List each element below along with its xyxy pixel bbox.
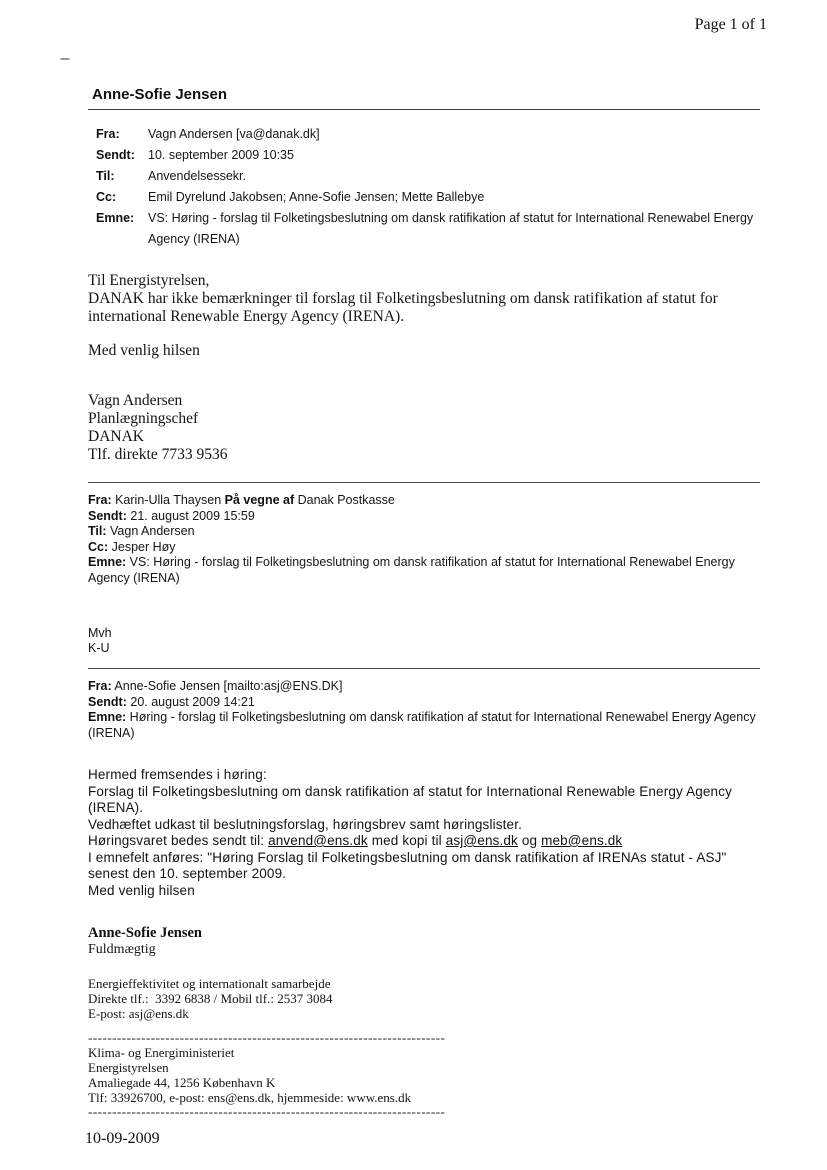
email3-greeting: Med venlig hilsen [88, 882, 195, 898]
subject-value: Høring - forslag til Folketingsbeslutning om dansk ratifikation af statut for International Renewabel Energy Agency (IRENA) [88, 710, 756, 740]
cc-label: Cc: [96, 190, 117, 204]
email2-header [88, 493, 760, 586]
page-content [88, 0, 760, 1119]
subject-label: Emne: [96, 211, 135, 225]
from-label: Fra: [88, 679, 112, 693]
signature-contact-block [88, 976, 760, 1021]
sent-value: 21. august 2009 15:59 [126, 508, 255, 523]
sent-label: Sendt: [96, 148, 135, 162]
on-behalf-of-label: På vegne af [224, 493, 295, 507]
email3-paragraph-2: Forslag til Folketingsbeslutning om dansk ratifikation af statut for International Renewable Energy Agency (IRENA). [88, 783, 732, 815]
and-text: og [517, 833, 542, 848]
sent-value: 20. august 2009 14:21 [126, 694, 255, 709]
sent-label: Sendt: [88, 508, 127, 523]
email2-to-line [88, 524, 760, 540]
to-label: Til: [96, 169, 115, 183]
email3-divider [88, 668, 760, 669]
anvend-email-link[interactable]: anvend@ens.dk [268, 833, 368, 848]
print-date: 10-09-2009 [85, 1130, 160, 1147]
email2-body-line2: K-U [88, 641, 110, 655]
agency-contact: Tlf: 33926700, e-post: ens@ens.dk, hjemmeside: www.ens.dk [88, 1090, 412, 1105]
subject-label: Emne: [88, 710, 127, 724]
email1-body [88, 272, 760, 464]
scan-artifact-mark [60, 58, 70, 60]
cc-value: Emil Dyrelund Jakobsen; Anne-Sofie Jensen; Mette Ballebye [148, 190, 485, 204]
signature-name: Anne-Sofie Jensen [88, 925, 202, 941]
email2-body-line1: Mvh [88, 626, 112, 640]
email2-sent-line [88, 509, 760, 525]
email1-signature-org: DANAK [88, 428, 144, 445]
cc-label: Cc: [88, 539, 109, 554]
dashed-divider-top: -------------------------------------------------------------------------- [88, 1031, 446, 1045]
title-divider [88, 109, 760, 110]
subject-value: VS: Høring - forslag til Folketingsbeslutning om dansk ratifikation af statut for International Renewabel Energy Agency (IRENA) [148, 211, 754, 246]
email3-header [88, 679, 760, 741]
from-label: Fra: [96, 127, 120, 141]
email2-from-line [88, 493, 760, 509]
meb-email-link[interactable]: meb@ens.dk [541, 833, 623, 848]
from-value: Vagn Andersen [va@danak.dk] [148, 127, 320, 141]
from-value: Anne-Sofie Jensen [mailto:asj@ENS.DK] [111, 679, 343, 693]
signature-title: Fuldmægtig [88, 942, 156, 957]
subject-label: Emne: [88, 555, 127, 569]
email3-sent-line [88, 695, 760, 711]
email3-paragraph-3: Vedhæftet udkast til beslutningsforslag, høringsbrev samt høringslister. [88, 816, 522, 832]
email1-signature-phone: Tlf. direkte 7733 9536 [88, 446, 228, 463]
email3-subject-line [88, 710, 760, 741]
email2-subject-line [88, 555, 760, 586]
send-to-prefix: Høringsvaret bedes sendt til: [88, 833, 269, 848]
email1-from-row [96, 124, 760, 145]
email2-cc-line [88, 540, 760, 556]
signature-phones: Direkte tlf.: 3392 6838 / Mobil tlf.: 2537 3084 [88, 991, 333, 1006]
sent-value: 10. september 2009 10:35 [148, 148, 294, 162]
organization-block [88, 1031, 760, 1119]
email1-salutation: Til Energistyrelsen, [88, 272, 210, 289]
email3-paragraph-5: I emnefelt anføres: "Høring Forslag til Folketingsbeslutning om dansk ratifikation af IRENAs statut - ASJ" senest den 10. september 2009. [88, 849, 727, 881]
email3-body [88, 767, 760, 899]
email1-header [88, 124, 760, 250]
email1-signature-name: Vagn Andersen [88, 392, 183, 409]
to-value: Vagn Andersen [106, 524, 195, 538]
email1-cc-row [96, 187, 760, 208]
email1-subject-row [96, 208, 760, 250]
agency-address: Amaliegade 44, 1256 København K [88, 1075, 276, 1090]
copy-to-text: med kopi til [367, 833, 446, 848]
dashed-divider-bottom: -------------------------------------------------------------------------- [88, 1105, 446, 1119]
email1-signature-role: Planlægningschef [88, 410, 199, 427]
ministry-name: Klima- og Energiministeriet [88, 1045, 235, 1060]
to-value: Anvendelsessekr. [148, 169, 246, 183]
from-label: Fra: [88, 493, 112, 507]
subject-value: VS: Høring - forslag til Folketingsbeslutning om dansk ratifikation af statut for International Renewabel Energy Agency (IRENA) [88, 555, 735, 585]
email3-from-line [88, 679, 760, 695]
asj-email-link[interactable]: asj@ens.dk [445, 833, 518, 848]
email3-paragraph-4 [88, 833, 760, 850]
mailbox-owner-title: Anne-Sofie Jensen [92, 86, 228, 103]
email3-paragraph-1: Hermed fremsendes i høring: [88, 767, 267, 782]
email1-to-row [96, 166, 760, 187]
from-mailbox: Danak Postkasse [294, 493, 395, 507]
email1-greeting: Med venlig hilsen [88, 342, 200, 359]
from-name: Karin-Ulla Thaysen [111, 493, 225, 507]
page-number: Page 1 of 1 [694, 16, 767, 33]
email2-divider [88, 482, 760, 483]
sent-label: Sendt: [88, 694, 127, 709]
signature-email: E-post: asj@ens.dk [88, 1006, 189, 1021]
cc-value: Jesper Høy [108, 539, 176, 554]
agency-name: Energistyrelsen [88, 1060, 169, 1075]
email1-paragraph: DANAK har ikke bemærkninger til forslag til Folketingsbeslutning om dansk ratifikation af statut for international Renewable Energy Agency (IRENA). [88, 290, 718, 325]
email2-body [88, 626, 760, 656]
to-label: Til: [88, 524, 107, 538]
signature-department: Energieffektivitet og internationalt samarbejde [88, 976, 331, 991]
email1-sent-row [96, 145, 760, 166]
